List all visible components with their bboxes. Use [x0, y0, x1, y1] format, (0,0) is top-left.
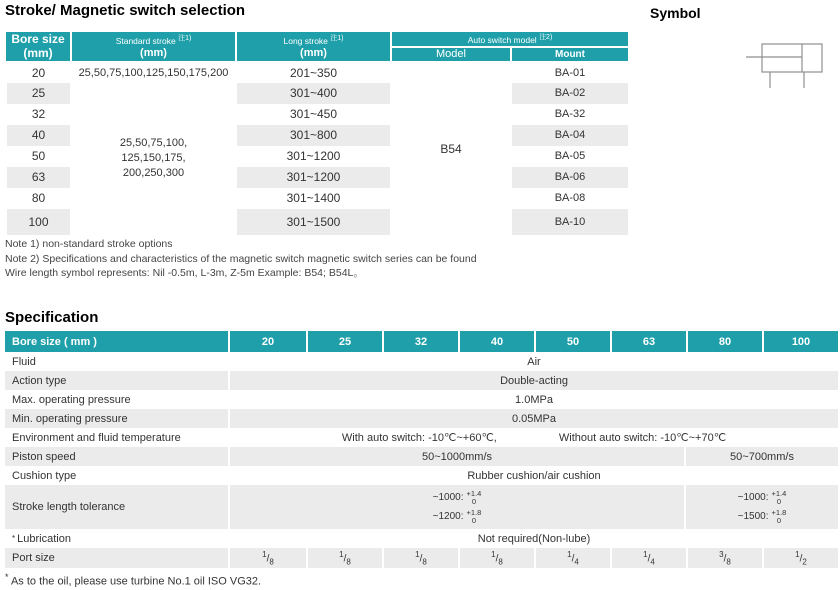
- row-value: Not required(Non-lube): [477, 532, 591, 545]
- spec-row-environment-temperature: [5, 428, 838, 447]
- stroke-selection-table: [5, 30, 630, 235]
- bore-size-cell: 40: [6, 125, 71, 146]
- spec-row-action-type: [5, 371, 838, 390]
- asterisk: *: [5, 572, 9, 582]
- spec-row-piston-speed: [5, 447, 838, 466]
- bore-size-cell: 63: [6, 167, 71, 188]
- port-size-cell: $^1/_4$: [534, 548, 610, 568]
- bore-size-label: Bore size: [11, 32, 65, 47]
- col-header-mount: Mount: [511, 47, 629, 62]
- row-label: Fluid: [5, 352, 230, 371]
- spec-col-80: 80: [686, 331, 762, 352]
- long-stroke-cell: 201~350: [236, 62, 391, 83]
- tolerance-small-bores: ~1000: +1.4 0 ~1200: +1.8 0: [230, 485, 686, 529]
- symbol-title: Symbol: [650, 5, 701, 21]
- stroke-table-title: Stroke/ Magnetic switch selection: [5, 2, 246, 19]
- long-stroke-cell: 301~450: [236, 104, 391, 125]
- bore-size-cell: 50: [6, 146, 71, 167]
- row-value: 1.0MPa: [515, 393, 553, 406]
- spec-col-100: 100: [762, 331, 838, 352]
- spec-row-port-size: [5, 548, 838, 568]
- stroke-table-notes: [5, 237, 477, 281]
- port-size-cell: $^1/_4$: [610, 548, 686, 568]
- mount-cell: BA-08: [511, 188, 629, 209]
- row-value: Double-acting: [500, 374, 568, 387]
- row-label: Port size: [5, 548, 230, 568]
- pneumatic-cylinder-symbol: [740, 30, 840, 100]
- row-value: Rubber cushion/air cushion: [467, 469, 601, 482]
- row-label: Min. operating pressure: [5, 409, 230, 428]
- bore-size-cell: 20: [6, 62, 71, 83]
- long-stroke-cell: 301~400: [236, 83, 391, 104]
- note2-superscript: 注2): [539, 34, 553, 41]
- mount-cell: BA-10: [511, 209, 629, 235]
- specification-table: [5, 331, 838, 568]
- standard-stroke-unit: (mm): [140, 46, 167, 59]
- piston-speed-small-bores: 50~1000mm/s: [230, 447, 686, 466]
- col-header-bore-size: [6, 31, 71, 62]
- port-size-cell: $^1/_8$: [458, 548, 534, 568]
- long-stroke-cell: 301~1400: [236, 188, 391, 209]
- long-stroke-cell: 301~800: [236, 125, 391, 146]
- spec-col-63: 63: [610, 331, 686, 352]
- tolerance-stack: +1.8 0: [771, 507, 787, 525]
- specification-title: Specification: [5, 309, 99, 326]
- spec-col-20: 20: [261, 335, 275, 348]
- spec-row-lubrication: [5, 529, 838, 548]
- spec-header-bore-size: Bore size ( mm ): [5, 331, 230, 352]
- row-label: Stroke length tolerance: [5, 485, 230, 529]
- note1-superscript: 注1): [178, 35, 192, 42]
- table-row: [6, 62, 629, 83]
- col-header-standard-stroke: Standard stroke $^{注1)}$ (mm): [71, 31, 236, 62]
- mount-cell: BA-06: [511, 167, 629, 188]
- row-label: Action type: [5, 371, 230, 390]
- mount-cell: BA-05: [511, 146, 629, 167]
- spec-row-cushion-type: [5, 466, 838, 485]
- spec-header-row: [5, 331, 838, 352]
- col-header-model: Model: [391, 47, 511, 62]
- asterisk: *: [12, 534, 16, 543]
- row-label: Cushion type: [5, 466, 230, 485]
- bore-size-cell: 100: [6, 209, 71, 235]
- row-label: * Lubrication: [5, 529, 230, 548]
- table-row: [6, 83, 629, 104]
- row-label: Environment and fluid temperature: [5, 428, 230, 447]
- mount-cell: BA-01: [511, 62, 629, 83]
- bore-size-unit: (mm): [23, 46, 53, 61]
- note1-superscript: 注1): [330, 35, 344, 42]
- port-size-cell: $^3/_8$: [686, 548, 762, 568]
- row-label: Piston speed: [5, 447, 230, 466]
- tolerance-large-bores: ~1000: +1.4 0 ~1500: +1.8 0: [737, 488, 787, 525]
- spec-col-50: 50: [534, 331, 610, 352]
- tolerance-stack: +1.4 0: [466, 488, 482, 506]
- bore-size-cell: 25: [6, 83, 71, 104]
- spec-row-stroke-tolerance: [5, 485, 838, 529]
- bore-size-cell: 80: [6, 188, 71, 209]
- standard-stroke-merged-cell: 25,50,75,100, 125,150,175, 200,250,300: [71, 83, 236, 235]
- row-label: Max. operating pressure: [5, 390, 230, 409]
- piston-speed-large-bores: 50~700mm/s: [730, 450, 794, 463]
- bore-size-cell: 32: [6, 104, 71, 125]
- note-2: Note 2) Specifications and characteristics of the magnetic switch magnetic switch series can be found: [5, 252, 477, 265]
- note-1: Note 1) non-standard stroke options: [5, 238, 173, 250]
- port-size-cell: $^1/_8$: [382, 548, 458, 568]
- row-value: Air: [527, 355, 541, 368]
- spec-col-25: 25: [306, 331, 382, 352]
- cylinder-body: [762, 44, 822, 72]
- spec-col-32: 32: [382, 331, 458, 352]
- without-auto-switch-value: Without auto switch: -10℃~+70℃: [558, 432, 727, 444]
- col-header-auto-switch-model: Auto switch model $^{注2)}$: [391, 31, 629, 47]
- spec-col-40: 40: [458, 331, 534, 352]
- standard-stroke-cell: 25,50,75,100,125,150,175,200: [71, 62, 236, 83]
- note-wire-length: Wire length symbol represents: Nil -0.5m, L-3m, Z-5m Example: B54; B54L。: [5, 267, 364, 279]
- port-size-cell: $^1/_8$: [306, 548, 382, 568]
- tolerance-stack: +1.4 0: [771, 488, 787, 506]
- spec-row-max-pressure: [5, 390, 838, 409]
- oil-footnote: * As to the oil, please use turbine No.1 oil ISO VG32.: [5, 572, 262, 588]
- model-cell: B54: [391, 62, 511, 235]
- mount-cell: BA-02: [511, 83, 629, 104]
- mount-cell: BA-04: [511, 125, 629, 146]
- with-auto-switch-value: With auto switch: -10℃~+60℃,: [341, 432, 497, 444]
- long-stroke-unit: (mm): [300, 46, 327, 59]
- mount-cell: BA-32: [511, 104, 629, 125]
- long-stroke-cell: 301~1500: [236, 209, 391, 235]
- spec-row-min-pressure: [5, 409, 838, 428]
- row-value: 0.05MPa: [511, 412, 557, 425]
- port-size-cell: $^1/_2$: [762, 548, 838, 568]
- tolerance-stack: +1.8 0: [466, 507, 482, 525]
- port-size-cell: $^1/_8$: [262, 549, 274, 567]
- spec-row-fluid: [5, 352, 838, 371]
- col-header-long-stroke: Long stroke $^{注1)}$ (mm): [236, 31, 391, 62]
- long-stroke-cell: 301~1200: [236, 146, 391, 167]
- long-stroke-cell: 301~1200: [236, 167, 391, 188]
